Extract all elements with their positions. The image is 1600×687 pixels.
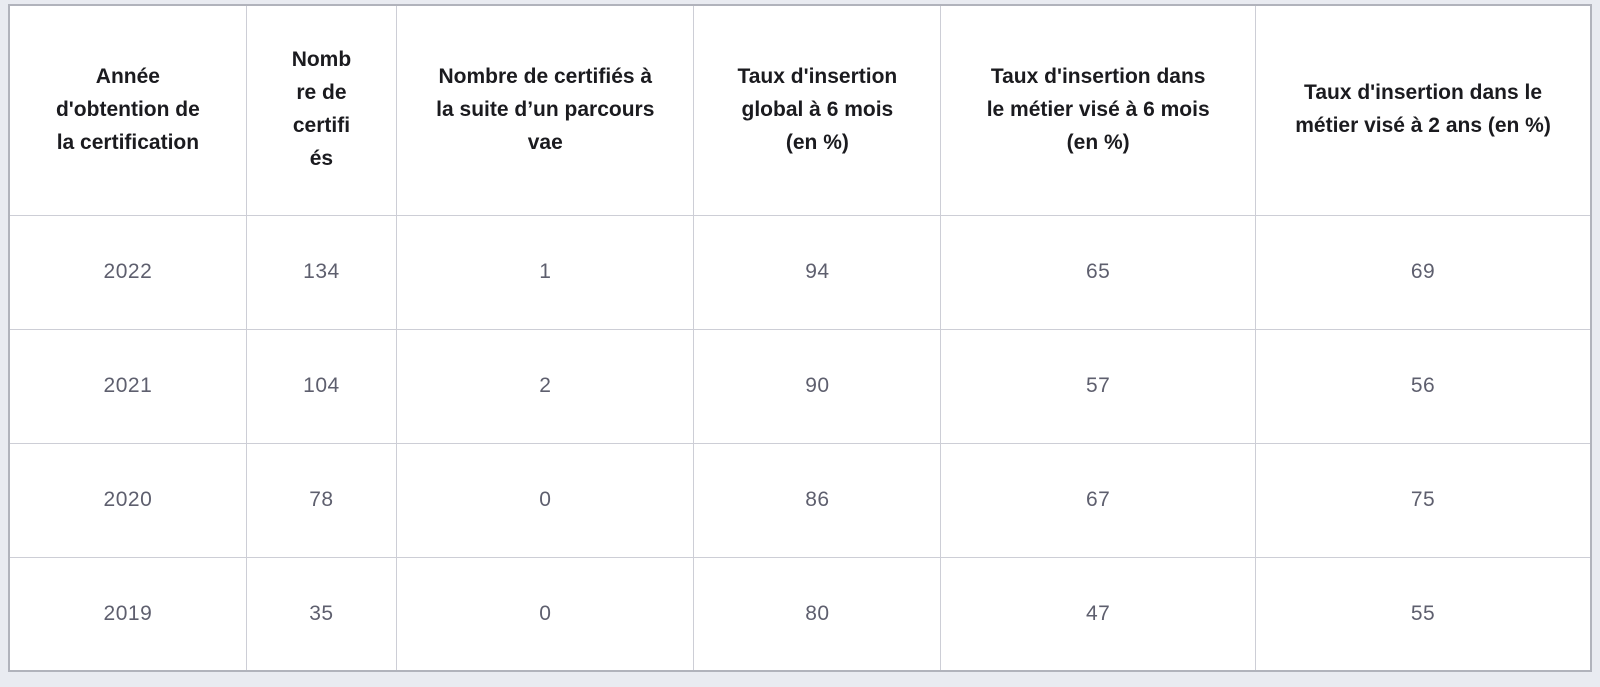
cell-certifies-vae: 2	[397, 329, 694, 443]
cell-annee: 2021	[9, 329, 246, 443]
cell-taux-global: 90	[694, 329, 941, 443]
cell-taux-metier-6-mois: 47	[941, 557, 1256, 671]
cell-certifies-vae: 0	[397, 557, 694, 671]
cell-taux-metier-6-mois: 67	[941, 443, 1256, 557]
cell-annee: 2022	[9, 215, 246, 329]
cell-taux-metier-6-mois: 65	[941, 215, 1256, 329]
cell-taux-metier-2-ans: 69	[1256, 215, 1591, 329]
cell-taux-global: 80	[694, 557, 941, 671]
table-row-2021	[9, 329, 1591, 443]
column-header-nombre-certifies: Nombre de certifiés	[246, 5, 396, 215]
column-header-taux-metier-6-mois: Taux d'insertion dans le métier visé à 6 mois (en %)	[941, 5, 1256, 215]
cell-taux-global: 94	[694, 215, 941, 329]
table-header-row	[9, 5, 1591, 215]
table-row-2022	[9, 215, 1591, 329]
cell-taux-metier-2-ans: 55	[1256, 557, 1591, 671]
column-header-taux-metier-2-ans: Taux d'insertion dans le métier visé à 2 ans (en %)	[1256, 5, 1591, 215]
cell-taux-metier-6-mois: 57	[941, 329, 1256, 443]
column-header-taux-global-6-mois: Taux d'insertion global à 6 mois (en %)	[694, 5, 941, 215]
table-row-2020	[9, 443, 1591, 557]
insertion-stats-table-wrapper	[8, 4, 1592, 672]
column-header-certifies-vae: Nombre de certifiés à la suite d’un parcours vae	[397, 5, 694, 215]
insertion-stats-table	[8, 4, 1592, 672]
cell-nombre-certifies: 35	[246, 557, 396, 671]
cell-annee: 2020	[9, 443, 246, 557]
cell-certifies-vae: 0	[397, 443, 694, 557]
cell-taux-metier-2-ans: 75	[1256, 443, 1591, 557]
cell-certifies-vae: 1	[397, 215, 694, 329]
cell-nombre-certifies: 104	[246, 329, 396, 443]
cell-taux-metier-2-ans: 56	[1256, 329, 1591, 443]
cell-nombre-certifies: 78	[246, 443, 396, 557]
column-header-annee: Année d'obtention de la certification	[9, 5, 246, 215]
cell-annee: 2019	[9, 557, 246, 671]
cell-taux-global: 86	[694, 443, 941, 557]
table-row-2019	[9, 557, 1591, 671]
cell-nombre-certifies: 134	[246, 215, 396, 329]
